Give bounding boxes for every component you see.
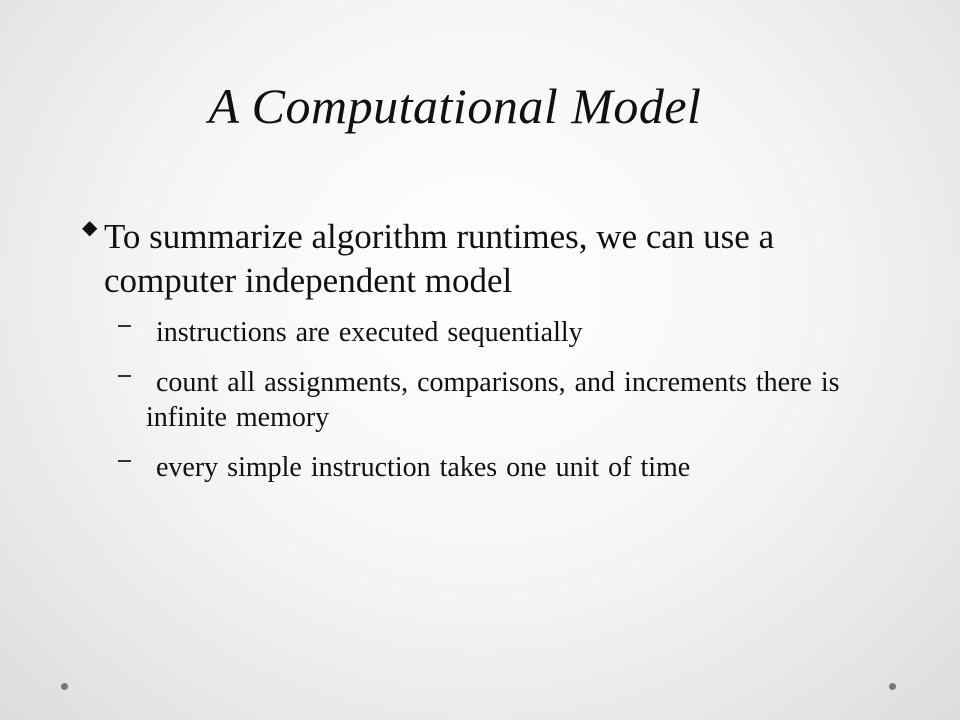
sub-bullet-item [100,315,860,350]
bullet-text: To summarize algorithm runtimes, we can use a computer independent model [104,217,775,300]
sub-bullet-text: instructions are executed sequentially [156,317,583,348]
decorative-dot-icon [889,683,896,690]
bullet-item [82,215,860,303]
diamond-bullet-icon: ◆ [82,217,98,239]
slide-title: A Computational Model [208,78,702,134]
sub-bullet-item [100,365,860,435]
dash-bullet-icon [118,325,131,327]
sub-list-container [100,315,860,485]
decorative-dot-icon [61,683,68,690]
sub-bullet-text: count all assignments, comparisons, and increments there is infinite memory [146,367,840,433]
dash-bullet-icon [118,460,131,462]
sub-bullet-text: every simple instruction takes one unit of time [156,452,691,483]
sub-bullet-list [100,315,860,485]
bullet-list [82,215,860,500]
sub-bullet-item [100,450,860,485]
dash-bullet-icon [118,375,131,377]
